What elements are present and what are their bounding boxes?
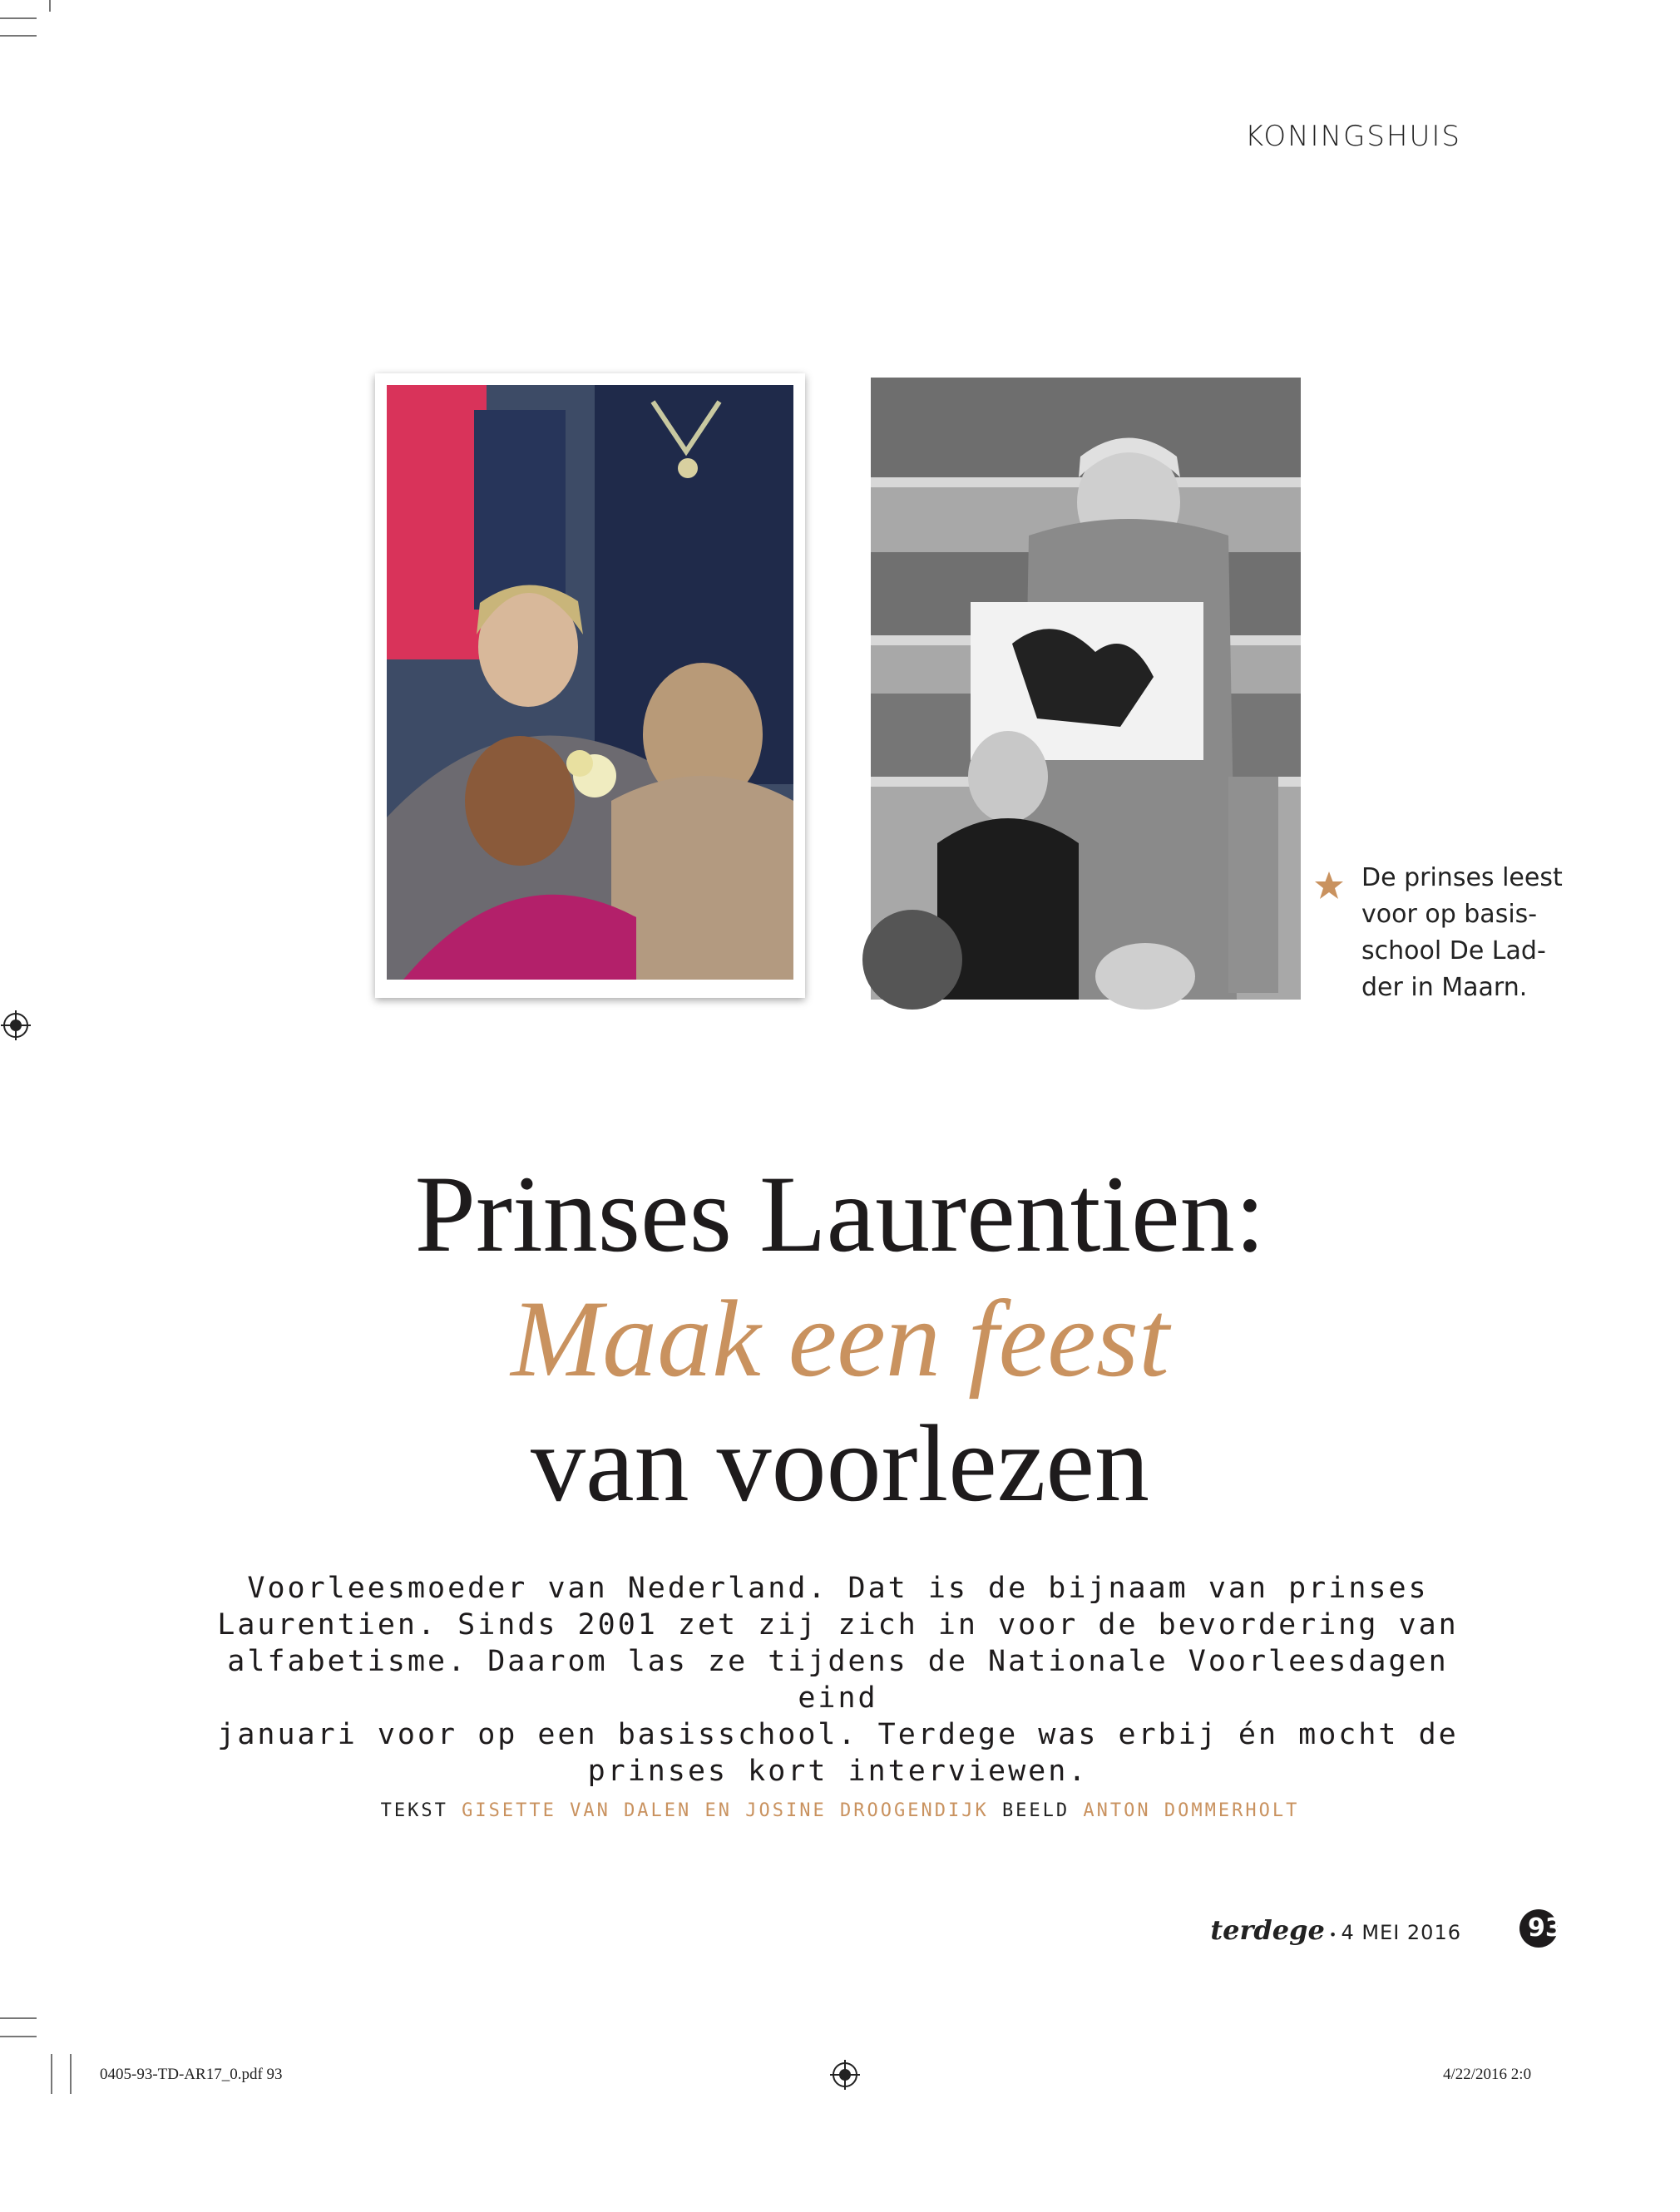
headline-line-2: Maak een feest — [511, 1277, 1169, 1400]
credits-photographer: ANTON DOMMERHOLT — [1083, 1800, 1300, 1821]
headline-line-1: Prinses Laurentien: — [414, 1153, 1266, 1275]
photo-laurentien-reading — [871, 378, 1301, 1000]
page-number: 93 — [1519, 1909, 1558, 1948]
crop-mark — [0, 17, 37, 19]
caption-line: school De Lad- — [1361, 936, 1546, 965]
headline-line-3: van voorlezen — [531, 1402, 1149, 1524]
footer-separator: • — [1328, 1927, 1337, 1943]
slug-timestamp: 4/22/2016 2:0 — [1443, 2066, 1532, 2083]
photo-caption — [1361, 860, 1563, 1006]
photo-laurentien-children — [375, 373, 805, 998]
crop-mark — [49, 0, 51, 12]
caption-line: voor op basis- — [1361, 900, 1538, 929]
headline — [0, 1152, 1680, 1526]
crop-mark — [70, 2054, 72, 2094]
photo-illustration — [871, 378, 1301, 1000]
intro-line: januari voor op een basisschool. Terdege was erbij én mocht de — [217, 1718, 1459, 1751]
section-label: KONINGSHUIS — [1244, 120, 1461, 153]
registration-mark-icon — [830, 2060, 860, 2090]
page-footer — [1210, 1914, 1461, 1946]
crop-mark — [0, 2017, 37, 2019]
credits-photo-label: BEELD — [1001, 1800, 1070, 1821]
photo-illustration — [387, 385, 793, 980]
star-icon — [1312, 869, 1346, 902]
registration-mark-icon — [1, 1010, 31, 1040]
crop-mark — [0, 2036, 37, 2037]
intro-line: alfabetisme. Daarom las ze tijdens de Nationale Voorleesdagen eind — [227, 1645, 1449, 1715]
intro-line: Laurentien. Sinds 2001 zet zij zich in voor de bevordering van — [217, 1608, 1459, 1642]
caption-line: De prinses leest — [1361, 863, 1563, 892]
crop-mark — [51, 2054, 52, 2094]
issue-date: 4 MEI 2016 — [1341, 1921, 1461, 1944]
credits-text-label: TEKST — [380, 1800, 448, 1821]
intro-line: prinses kort interviewen. — [587, 1755, 1089, 1788]
intro-line: Voorleesmoeder van Nederland. Dat is de bijnaam van prinses — [247, 1572, 1429, 1605]
photo-image — [387, 385, 793, 980]
magazine-brand: terdege — [1210, 1914, 1325, 1946]
credits — [0, 1800, 1680, 1821]
caption-line: der in Maarn. — [1361, 973, 1528, 1002]
credits-authors: GISETTE VAN DALEN EN JOSINE DROOGENDIJK — [462, 1800, 989, 1821]
crop-mark — [0, 35, 37, 37]
intro-paragraph — [191, 1570, 1485, 1790]
slug-filename: 0405-93-TD-AR17_0.pdf 93 — [100, 2066, 283, 2083]
